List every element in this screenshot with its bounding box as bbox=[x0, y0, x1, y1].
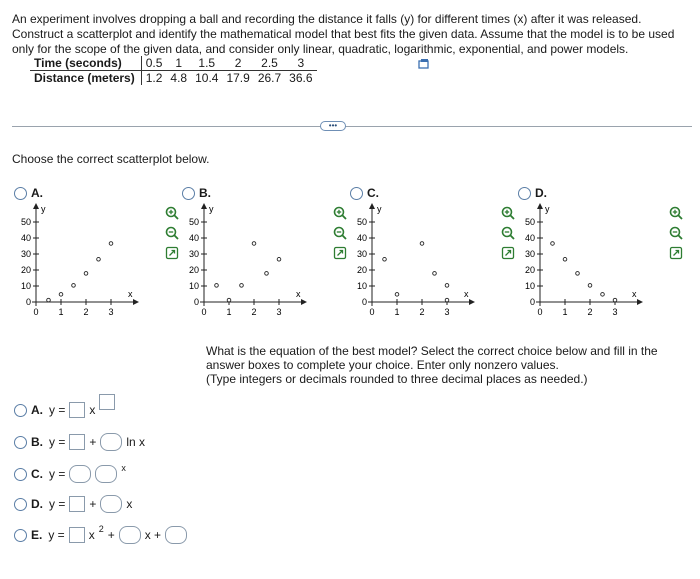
plot-tools-c bbox=[501, 206, 515, 260]
y-axis-label: y bbox=[209, 204, 214, 214]
choice-d-plus: + bbox=[89, 497, 97, 511]
distance-cell: 36.6 bbox=[289, 71, 313, 85]
y-tick-label: 50 bbox=[356, 217, 367, 227]
x-tick-label: 2 bbox=[83, 307, 89, 317]
time-cell: 1 bbox=[166, 56, 191, 71]
y-tick-label: 0 bbox=[529, 297, 535, 307]
expand-icon[interactable] bbox=[669, 246, 683, 260]
linear-coefficient-input[interactable] bbox=[119, 526, 141, 544]
option-d bbox=[518, 186, 683, 326]
x-tick-label: 1 bbox=[562, 307, 568, 317]
y-tick-label: 20 bbox=[356, 265, 367, 275]
time-cell: 0.5 bbox=[141, 56, 166, 71]
zoom-in-icon[interactable] bbox=[333, 206, 347, 220]
option-c-select[interactable] bbox=[350, 186, 379, 200]
x-tick-label: 0 bbox=[537, 307, 543, 317]
choice-e-letter: E. bbox=[31, 528, 43, 542]
question-equation-text: What is the equation of the best model? Select the correct choice below and fill in the answer boxes to complete your choice. Enter only nonzero values. bbox=[206, 344, 658, 372]
x-axis-label: x bbox=[296, 289, 301, 299]
exponent-input[interactable] bbox=[99, 394, 115, 410]
data-point bbox=[551, 242, 555, 246]
data-point bbox=[252, 242, 256, 246]
data-point bbox=[576, 272, 580, 276]
x-axis-arrow bbox=[301, 299, 307, 305]
initial-value-input[interactable] bbox=[69, 465, 91, 483]
radio-c[interactable] bbox=[350, 187, 363, 200]
y-tick-label: 20 bbox=[188, 265, 199, 275]
x-tick-label: 2 bbox=[587, 307, 593, 317]
choice-e-var: x bbox=[88, 528, 95, 542]
y-tick-label: 30 bbox=[356, 249, 367, 259]
choice-e[interactable] bbox=[14, 526, 187, 544]
y-tick-label: 40 bbox=[188, 233, 199, 243]
zoom-out-icon[interactable] bbox=[333, 226, 347, 240]
x-tick-label: 1 bbox=[394, 307, 400, 317]
expand-icon[interactable] bbox=[333, 246, 347, 260]
time-label: Time (seconds) bbox=[30, 56, 141, 71]
constant-input[interactable] bbox=[69, 434, 85, 450]
data-point bbox=[277, 257, 281, 261]
choice-b-plus: + bbox=[89, 435, 97, 449]
option-c bbox=[350, 186, 515, 326]
data-point bbox=[445, 284, 449, 288]
choice-c-prefix: y = bbox=[49, 467, 66, 481]
x-axis-label: x bbox=[632, 289, 637, 299]
x-tick-label: 3 bbox=[108, 307, 114, 317]
choice-e-exponent: 2 bbox=[98, 524, 104, 534]
option-a-label: A. bbox=[31, 186, 43, 200]
scatterplot-c bbox=[350, 200, 480, 326]
data-table bbox=[30, 56, 317, 85]
choice-c-letter: C. bbox=[31, 467, 43, 481]
distance-cell: 10.4 bbox=[195, 71, 219, 85]
x-tick-label: 1 bbox=[58, 307, 64, 317]
scatterplot-a bbox=[14, 200, 144, 326]
y-tick-label: 10 bbox=[356, 281, 367, 291]
distance-cell: 26.7 bbox=[257, 71, 282, 85]
y-tick-label: 0 bbox=[193, 297, 199, 307]
choice-d[interactable] bbox=[14, 495, 132, 513]
y-tick-label: 50 bbox=[524, 217, 535, 227]
x-tick-label: 2 bbox=[251, 307, 257, 317]
x-axis-arrow bbox=[469, 299, 475, 305]
y-axis-label: y bbox=[41, 204, 46, 214]
x-axis-arrow bbox=[637, 299, 643, 305]
data-point bbox=[97, 257, 101, 261]
radio-a[interactable] bbox=[14, 187, 27, 200]
data-point bbox=[601, 293, 605, 297]
y-tick-label: 50 bbox=[188, 217, 199, 227]
section-divider bbox=[12, 126, 692, 127]
zoom-in-icon[interactable] bbox=[165, 206, 179, 220]
choice-d-letter: D. bbox=[31, 497, 43, 511]
y-tick-label: 10 bbox=[188, 281, 199, 291]
problem-statement bbox=[12, 12, 692, 57]
y-axis-arrow bbox=[369, 203, 375, 209]
data-point bbox=[72, 284, 76, 288]
constant-term-input[interactable] bbox=[165, 526, 187, 544]
plot-tools-d bbox=[669, 206, 683, 260]
choice-b-letter: B. bbox=[31, 435, 43, 449]
distance-label: Distance (meters) bbox=[30, 71, 141, 86]
choice-c[interactable] bbox=[14, 465, 126, 483]
choice-a-prefix: y = bbox=[49, 403, 66, 417]
choice-a-letter: A. bbox=[31, 403, 43, 417]
y-tick-label: 20 bbox=[524, 265, 535, 275]
base-input[interactable] bbox=[95, 465, 117, 483]
y-axis-arrow bbox=[33, 203, 39, 209]
data-point bbox=[420, 242, 424, 246]
time-cell: 2 bbox=[222, 56, 253, 71]
data-point bbox=[445, 298, 449, 302]
rounding-note: (Type integers or decimals rounded to three decimal places as needed.) bbox=[206, 372, 588, 386]
zoom-in-icon[interactable] bbox=[669, 206, 683, 220]
x-tick-label: 1 bbox=[226, 307, 232, 317]
x-tick-label: 3 bbox=[276, 307, 282, 317]
y-tick-label: 30 bbox=[188, 249, 199, 259]
x-tick-label: 2 bbox=[419, 307, 425, 317]
data-point bbox=[215, 284, 219, 288]
data-point bbox=[109, 242, 113, 246]
distance-cell: 17.9 bbox=[226, 71, 250, 85]
option-c-label: C. bbox=[367, 186, 379, 200]
zoom-in-icon[interactable] bbox=[501, 206, 515, 220]
x-tick-label: 0 bbox=[201, 307, 207, 317]
y-tick-label: 50 bbox=[20, 217, 31, 227]
scatterplot-d bbox=[518, 200, 648, 326]
y-tick-label: 40 bbox=[20, 233, 31, 243]
time-cell: 3 bbox=[285, 56, 316, 71]
ln-coefficient-input[interactable] bbox=[100, 433, 122, 451]
choice-d-tail: x bbox=[126, 497, 133, 511]
option-a bbox=[14, 186, 179, 326]
y-axis-arrow bbox=[537, 203, 543, 209]
radio-choice-d[interactable] bbox=[14, 498, 27, 511]
y-tick-label: 0 bbox=[361, 297, 367, 307]
y-axis-arrow bbox=[201, 203, 207, 209]
option-b bbox=[182, 186, 347, 326]
copy-data-icon[interactable] bbox=[417, 57, 431, 71]
data-point bbox=[383, 257, 387, 261]
choice-c-var: x bbox=[121, 463, 126, 473]
distance-cell: 4.8 bbox=[170, 71, 188, 85]
y-axis-label: y bbox=[545, 204, 550, 214]
distance-cell: 1.2 bbox=[145, 71, 163, 85]
radio-d[interactable] bbox=[518, 187, 531, 200]
y-tick-label: 40 bbox=[524, 233, 535, 243]
x-tick-label: 3 bbox=[612, 307, 618, 317]
slope-input[interactable] bbox=[100, 495, 122, 513]
data-point bbox=[227, 298, 231, 302]
time-row bbox=[30, 56, 317, 71]
y-tick-label: 20 bbox=[20, 265, 31, 275]
choice-b[interactable] bbox=[14, 433, 145, 451]
time-cell: 2.5 bbox=[254, 56, 285, 71]
expand-icon[interactable] bbox=[165, 246, 179, 260]
y-tick-label: 10 bbox=[20, 281, 31, 291]
choice-b-tail: ln x bbox=[126, 435, 146, 449]
problem-text: An experiment involves dropping a ball and recording the distance it falls (y) for different times (x) after it was released. Construct a scatterplot and identify the mathematical model that best fits the given data. Assume that the model is to be used only for the scope of the given data, and consider only linear, quadratic, logarithmic, exponential, and power models. bbox=[12, 12, 675, 56]
data-point bbox=[84, 272, 88, 276]
option-b-select[interactable] bbox=[182, 186, 211, 200]
data-point bbox=[47, 298, 51, 302]
time-cell: 1.5 bbox=[191, 56, 222, 71]
coefficient-input[interactable] bbox=[69, 402, 85, 418]
choice-e-prefix: y = bbox=[48, 528, 65, 542]
zoom-out-icon[interactable] bbox=[501, 226, 515, 240]
y-tick-label: 30 bbox=[524, 249, 535, 259]
x-tick-label: 3 bbox=[444, 307, 450, 317]
choice-b-prefix: y = bbox=[49, 435, 66, 449]
choice-d-prefix: y = bbox=[49, 497, 66, 511]
y-tick-label: 40 bbox=[356, 233, 367, 243]
expand-icon[interactable] bbox=[501, 246, 515, 260]
x-axis-label: x bbox=[464, 289, 469, 299]
question-scatterplot: Choose the correct scatterplot below. bbox=[12, 152, 210, 166]
zoom-out-icon[interactable] bbox=[165, 226, 179, 240]
data-point bbox=[563, 257, 567, 261]
scatterplot-b bbox=[182, 200, 312, 326]
question-equation bbox=[206, 344, 686, 386]
data-point bbox=[395, 293, 399, 297]
x-axis-label: x bbox=[128, 289, 133, 299]
x-axis-arrow bbox=[133, 299, 139, 305]
plot-tools-a bbox=[165, 206, 179, 260]
plot-tools-b bbox=[333, 206, 347, 260]
choice-e-plus: + bbox=[107, 528, 115, 542]
y-tick-label: 0 bbox=[25, 297, 31, 307]
radio-choice-b[interactable] bbox=[14, 436, 27, 449]
data-point bbox=[613, 298, 617, 302]
radio-choice-a[interactable] bbox=[14, 404, 27, 417]
data-point bbox=[240, 284, 244, 288]
intercept-input[interactable] bbox=[69, 496, 85, 512]
option-d-label: D. bbox=[535, 186, 547, 200]
data-point bbox=[433, 272, 437, 276]
distance-row bbox=[30, 71, 317, 86]
data-point bbox=[59, 293, 63, 297]
choice-a-var: x bbox=[89, 403, 96, 417]
data-point bbox=[265, 272, 269, 276]
radio-choice-c[interactable] bbox=[14, 468, 27, 481]
x-tick-label: 0 bbox=[369, 307, 375, 317]
option-a-select[interactable] bbox=[14, 186, 43, 200]
x-tick-label: 0 bbox=[33, 307, 39, 317]
choice-a[interactable] bbox=[14, 402, 115, 418]
option-b-label: B. bbox=[199, 186, 211, 200]
radio-choice-e[interactable] bbox=[14, 529, 27, 542]
zoom-out-icon[interactable] bbox=[669, 226, 683, 240]
option-d-select[interactable] bbox=[518, 186, 547, 200]
choice-e-mid: x + bbox=[144, 528, 162, 542]
more-button[interactable]: ••• bbox=[320, 121, 346, 131]
radio-b[interactable] bbox=[182, 187, 195, 200]
y-tick-label: 10 bbox=[524, 281, 535, 291]
data-point bbox=[588, 284, 592, 288]
quadratic-coefficient-input[interactable] bbox=[69, 527, 85, 543]
y-tick-label: 30 bbox=[20, 249, 31, 259]
y-axis-label: y bbox=[377, 204, 382, 214]
